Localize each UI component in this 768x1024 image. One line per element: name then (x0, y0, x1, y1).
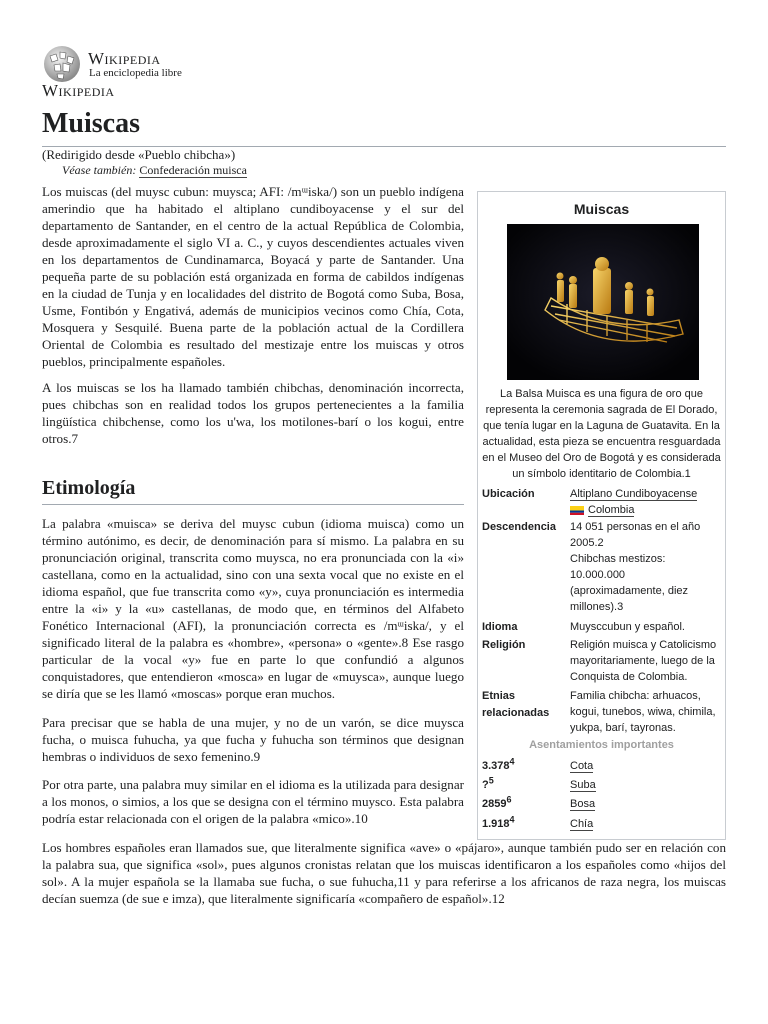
section-heading-etimologia: Etimología (42, 477, 464, 505)
settlement-ref[interactable]: 4 (509, 814, 515, 825)
settlement-number: ? (482, 779, 489, 791)
hatnote (62, 163, 247, 178)
golden-raft-figure (507, 224, 699, 380)
logo-tagline: La enciclopedia libre (89, 67, 182, 79)
colombia-flag-icon (570, 506, 584, 515)
settlement-number: 3.378 (482, 760, 510, 772)
settlement-number: 2859 (482, 798, 507, 810)
infobox (477, 191, 726, 840)
row-label: Descendencia (482, 521, 556, 533)
row-label: Idioma (482, 621, 518, 633)
descendencia-value-2: Chibchas mestizos: 10.000.000 (aproximadamente, diez millones).3 (570, 553, 689, 613)
hatnote-prefix: Véase también: (62, 163, 137, 177)
row-value: Religión muisca y Catolicismo mayoritariamente, luego de la Conquista de Colombia. (570, 639, 717, 683)
settlement-place[interactable]: Suba (570, 779, 596, 791)
settlement-place[interactable]: Chía (570, 818, 594, 830)
infobox-caption: La Balsa Muisca es una figura de oro que representa la ceremonia sagrada de El Dorado, que tenía lugar en la Laguna de Guatavita. En la actualidad, esta pieza se encuentra resguardada en el Museo del Oro de Bogotá y es considerada un símbolo identitario de Colombia.1 (482, 388, 721, 480)
logo-wordmark-secondary: Wikipedia (42, 81, 115, 100)
wikipedia-logo[interactable] (42, 44, 202, 100)
hatnote-link[interactable]: Confederación muisca (139, 163, 247, 177)
settlement-ref[interactable]: 5 (488, 775, 494, 786)
settlement-place[interactable]: Bosa (570, 798, 596, 810)
row-value (570, 519, 720, 615)
row-label: Religión (482, 639, 526, 651)
settlements-heading: Asentamientos importantes (529, 739, 674, 751)
descendencia-value: 14 051 personas en el año 2005.2 (570, 521, 701, 549)
link-altiplano[interactable]: Altiplano Cundiboyacense (570, 488, 698, 500)
row-label: Ubicación (482, 488, 535, 500)
infobox-title: Muiscas (573, 201, 630, 217)
settlement-number: 1.918 (482, 818, 510, 830)
settlement-ref[interactable]: 6 (506, 794, 512, 805)
redirect-notice: (Redirigido desde «Pueblo chibcha») (42, 147, 236, 162)
row-value (570, 486, 720, 518)
etym-paragraph-1: La palabra «muisca» se deriva del muysc cubun (idioma muisca) como un término autónimo, es decir, de denominación para sí mismo. La palabra en su pronunciación original, transcrita como muysca, no era pronunciada con la «i» castellana, como en la actualidad, sino con una sexta vocal que no existe en el idioma español, que fue transcrita como «y», cuya pronunciación es intermedia entre la «i» y la «u» castellanas, de modo que, en términos del Alfabeto Fonético Internacional (AFI), la pronunciación correcta es /mᵚiska/, y el significado literal de la palabra es «hombre», «persona» o «gente».8 Ese rasgo particular de la vocal «y» fue en parte lo que confundió a algunos conquistadores, que entendieron «mosca» en lugar de «muysca», aunque luego se diría que se les llamó «moscas» porque eran muchos. (42, 516, 464, 701)
row-value: Muysccubun y español. (570, 621, 685, 633)
logo-wordmark: Wikipedia (88, 49, 161, 68)
intro-paragraph-1: Los muiscas (del muysc cubun: muysca; AFI: /mᵚiska/) son un pueblo indígena amerindio que ha habitado el altiplano cundiboyacense y el sur del departamento de Santander, en el centro de la actual República de Colombia, desde aproximadamente el siglo VI a. C., y cuyos descendientes actuales viven en los departamentos de Cundinamarca, Boyacá y parte de Santander. Una pequeña parte de su población está organizada en forma de cabildos indígenas en la ciudad de Tunja y en localidades del distrito de Bogotá como Suba, Bosa, Usme, Fontibón y Engativá, además de municipios vecinos como Chía, Cota, Mosquera y Sesquilé. Buena parte de la población actual de la Cordillera Oriental de Colombia es resultado del mestizaje entre los muiscas y otros pueblos, principalmente españoles. (42, 184, 464, 369)
settlement-place[interactable]: Cota (570, 760, 594, 772)
etym-paragraph-3: Por otra parte, una palabra muy similar en el idioma es la utilizada para designar a los monos, o simios, a los que se designa con el término muysco. Esta palabra podría estar relacionada con el origen de la palabra «mico».10 (42, 777, 464, 826)
row-value: Familia chibcha: arhuacos, kogui, tunebos, wiwa, chimila, yukpa, barí, tayronas. (570, 690, 716, 734)
link-colombia[interactable]: Colombia (588, 504, 635, 516)
wikipedia-globe-icon (42, 44, 82, 84)
etym-paragraph-2: Para precisar que se habla de una mujer, y no de un varón, se dice muysca fucha, o muisca fuhucha, ya que fucha y fuhucha son términos que designan hembras o individuos de sexo femenino.9 (42, 715, 464, 764)
etym-paragraph-4: Los hombres españoles eran llamados sue, que literalmente significa «ave» o «pájaro», aunque también pudo ser en relación con la palabra sua, que significa «sol», pues algunos cronistas relatan que los muiscas identificaron a los españoles como «hijos del sol». A la mujer española se la llamaba sue fucha, o sue fuhucha,11 y para referirse a los africanos de raza negra, los muiscas decían suemza (de sue e imza), que literalmente significaría «compañero de español».12 (42, 840, 726, 906)
settlement-ref[interactable]: 4 (509, 756, 515, 767)
balsa-muisca-image[interactable] (507, 224, 699, 380)
intro-paragraph-2: A los muiscas se los ha llamado también chibchas, denominación incorrecta, pues chibchas son en realidad todos los grupos pertenecientes a la familia lingüística chibchense, como los u'wa, los motilones-barí o los kogui, entre otros.7 (42, 380, 464, 446)
page-title: Muiscas (42, 108, 140, 139)
row-label: Etnias relacionadas (482, 690, 550, 719)
